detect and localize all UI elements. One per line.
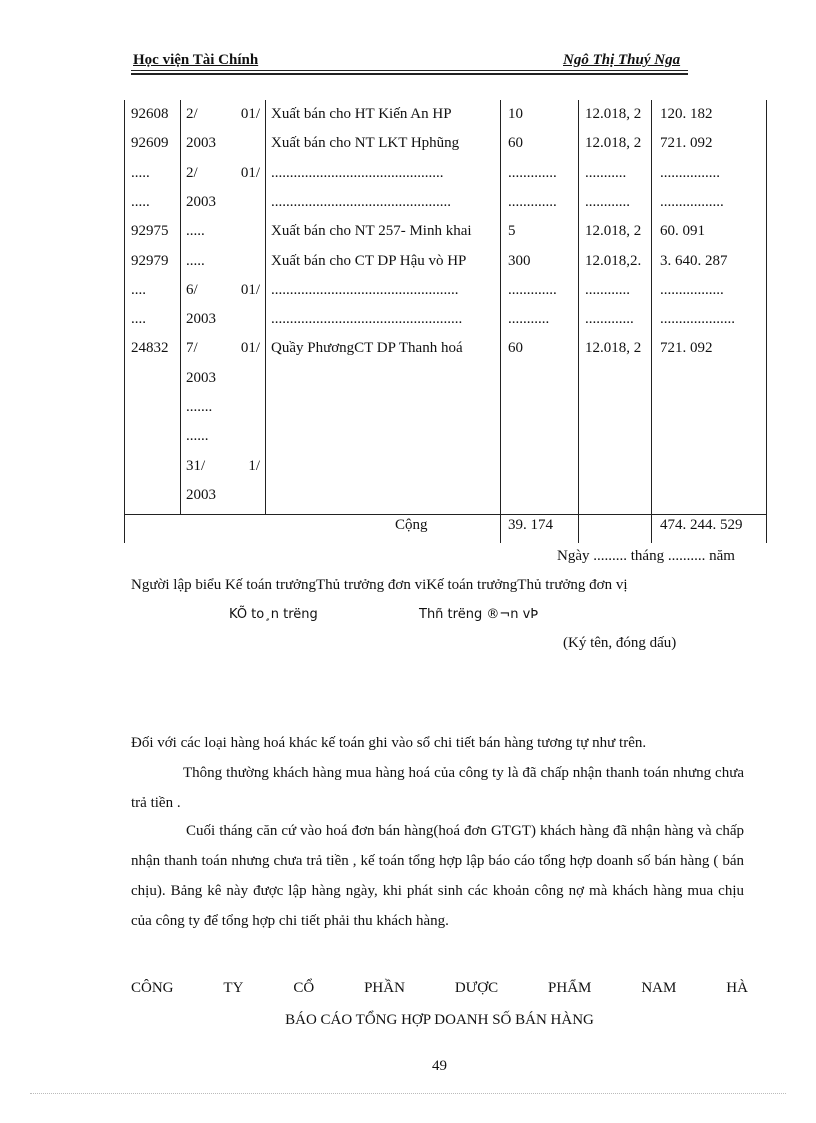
table-divider	[500, 100, 501, 543]
cell-quantity: 60	[508, 340, 523, 356]
company-word: PHẦN	[364, 980, 405, 996]
cell-amount: 60. 091	[660, 223, 705, 239]
cell-quantity: 10	[508, 106, 523, 122]
date-month: 01/	[240, 106, 260, 122]
page-number: 49	[432, 1058, 447, 1074]
cell-document-number: .....	[131, 194, 150, 210]
cell-description: Xuất bán cho CT DP Hậu vò HP	[271, 253, 467, 269]
total-label: Cộng	[395, 517, 428, 533]
company-name-line	[131, 980, 748, 997]
date-day: 7/	[186, 340, 198, 356]
sign-note: (Ký tên, đóng dấu)	[563, 635, 677, 651]
header-rule	[131, 70, 688, 71]
cell-amount: 721. 092	[660, 340, 713, 356]
table-divider	[578, 100, 579, 543]
cell-date	[186, 457, 260, 475]
cell-unit-price: ............	[585, 282, 630, 298]
cell-date: .....	[186, 253, 205, 269]
cell-unit-price: 12.018, 2	[585, 106, 642, 122]
cell-quantity: 60	[508, 135, 523, 151]
company-word: NAM	[641, 980, 677, 996]
cell-date: 2003	[186, 370, 216, 386]
cell-date	[186, 281, 260, 299]
cell-quantity: ...........	[508, 311, 550, 327]
header-author: Ngô Thị Thuý Nga	[563, 52, 681, 68]
company-word: HÀ	[726, 980, 748, 996]
cell-document-number: 92608	[131, 106, 169, 122]
date-month: 1/	[248, 458, 260, 474]
cell-unit-price: 12.018,2.	[585, 253, 642, 269]
cell-date: 2003	[186, 311, 216, 327]
cell-unit-price: .............	[585, 311, 634, 327]
cell-document-number: .....	[131, 165, 150, 181]
cell-description: Xuất bán cho NT 257- Minh khai	[271, 223, 472, 239]
cell-date	[186, 339, 260, 357]
cell-unit-price: ...........	[585, 165, 627, 181]
date-month: 01/	[240, 165, 260, 181]
cell-date: .......	[186, 399, 213, 415]
cell-unit-price: 12.018, 2	[585, 135, 642, 151]
table-divider	[265, 100, 266, 514]
cell-date: 2003	[186, 194, 216, 210]
date-day: 2/	[186, 165, 198, 181]
cell-amount: ....................	[660, 311, 735, 327]
report-title: BÁO CÁO TỔNG HỢP DOANH SỐ BÁN HÀNG	[285, 1012, 594, 1028]
company-word: DƯỢC	[454, 980, 499, 996]
total-row-rule	[124, 514, 766, 515]
cell-document-number: 92609	[131, 135, 169, 151]
cell-quantity: 5	[508, 223, 516, 239]
date-day: 6/	[186, 282, 198, 298]
cell-amount: ................	[660, 165, 720, 181]
cell-date: 2003	[186, 487, 216, 503]
date-day: 31/	[186, 458, 206, 474]
cell-date: 2003	[186, 135, 216, 151]
cell-document-number: ....	[131, 311, 146, 327]
cell-amount: 120. 182	[660, 106, 713, 122]
table-divider	[180, 100, 181, 514]
paragraph-1: Đối với các loại hàng hoá khác kế toán ghi vào sổ chi tiết bán hàng tương tự như trên.	[131, 735, 647, 751]
paragraph-3: Cuối tháng căn cứ vào hoá đơn bán hàng(hoá đơn GTGT) khách hàng đã nhận hàng và chấp nhận thanh toán nhưng chưa trả tiền , kế toán tổng hợp lập báo cáo tổng hợp doanh số bán hàng ( bán chịu). Bảng kê này được lập hàng ngày, khi phát sinh các khoản công nợ mà khách hàng mua chịu của công ty để tổng hợp chi tiết phải thu khách hàng.	[131, 823, 744, 929]
company-word: PHẨM	[548, 980, 592, 996]
cell-document-number: 92975	[131, 223, 169, 239]
date-day: 2/	[186, 106, 198, 122]
cell-description: ..................................................	[271, 282, 459, 298]
cell-date: ......	[186, 428, 209, 444]
cell-description: ...................................................	[271, 311, 463, 327]
cell-date: .....	[186, 223, 205, 239]
cell-amount: 721. 092	[660, 135, 713, 151]
cell-description: Xuất bán cho HT Kiến An HP	[271, 106, 452, 122]
cell-description: Xuất bán cho NT LKT Hphũng	[271, 135, 460, 151]
total-amount: 474. 244. 529	[660, 517, 743, 533]
cell-amount: .................	[660, 194, 724, 210]
date-month: 01/	[240, 340, 260, 356]
cell-date	[186, 164, 260, 182]
company-word: TY	[223, 980, 244, 996]
cell-document-number: 24832	[131, 340, 169, 356]
cell-description: Quầy PhươngCT DP Thanh hoá	[271, 340, 463, 356]
cell-quantity: .............	[508, 282, 557, 298]
cell-unit-price: ............	[585, 194, 630, 210]
table-border-right	[766, 100, 767, 543]
signature-garbled-left: KÕ to¸n trëng	[229, 607, 318, 622]
cell-document-number: 92979	[131, 253, 169, 269]
cell-quantity: 300	[508, 253, 531, 269]
total-quantity: 39. 174	[508, 517, 553, 533]
paragraph-2: Thông thường khách hàng mua hàng hoá của công ty là đã chấp nhận thanh toán nhưng chưa trả tiền .	[131, 765, 744, 811]
company-word: CỔ	[293, 980, 315, 996]
cell-quantity: .............	[508, 194, 557, 210]
cell-description: ..............................................	[271, 165, 444, 181]
cell-description: ................................................	[271, 194, 451, 210]
date-month: 01/	[240, 282, 260, 298]
signature-garbled-right: Thñ trëng ®¬n vÞ	[419, 607, 539, 622]
page-footer-rule	[30, 1093, 786, 1094]
header-rule-thick	[131, 73, 688, 75]
cell-unit-price: 12.018, 2	[585, 223, 642, 239]
table-divider	[651, 100, 652, 543]
header-institution: Học viện Tài Chính	[133, 52, 259, 68]
cell-date	[186, 105, 260, 123]
cell-amount: .................	[660, 282, 724, 298]
date-line: Ngày ......... tháng .......... năm	[557, 548, 735, 564]
cell-unit-price: 12.018, 2	[585, 340, 642, 356]
cell-amount: 3. 640. 287	[660, 253, 728, 269]
cell-document-number: ....	[131, 282, 146, 298]
signature-roles: Người lập biểu Kế toán trưởngThủ trưởng đơn viKế toán trưởngThủ trưởng đơn vị	[131, 577, 628, 593]
table-border-left	[124, 100, 125, 543]
cell-quantity: .............	[508, 165, 557, 181]
company-word: CÔNG	[131, 980, 174, 996]
